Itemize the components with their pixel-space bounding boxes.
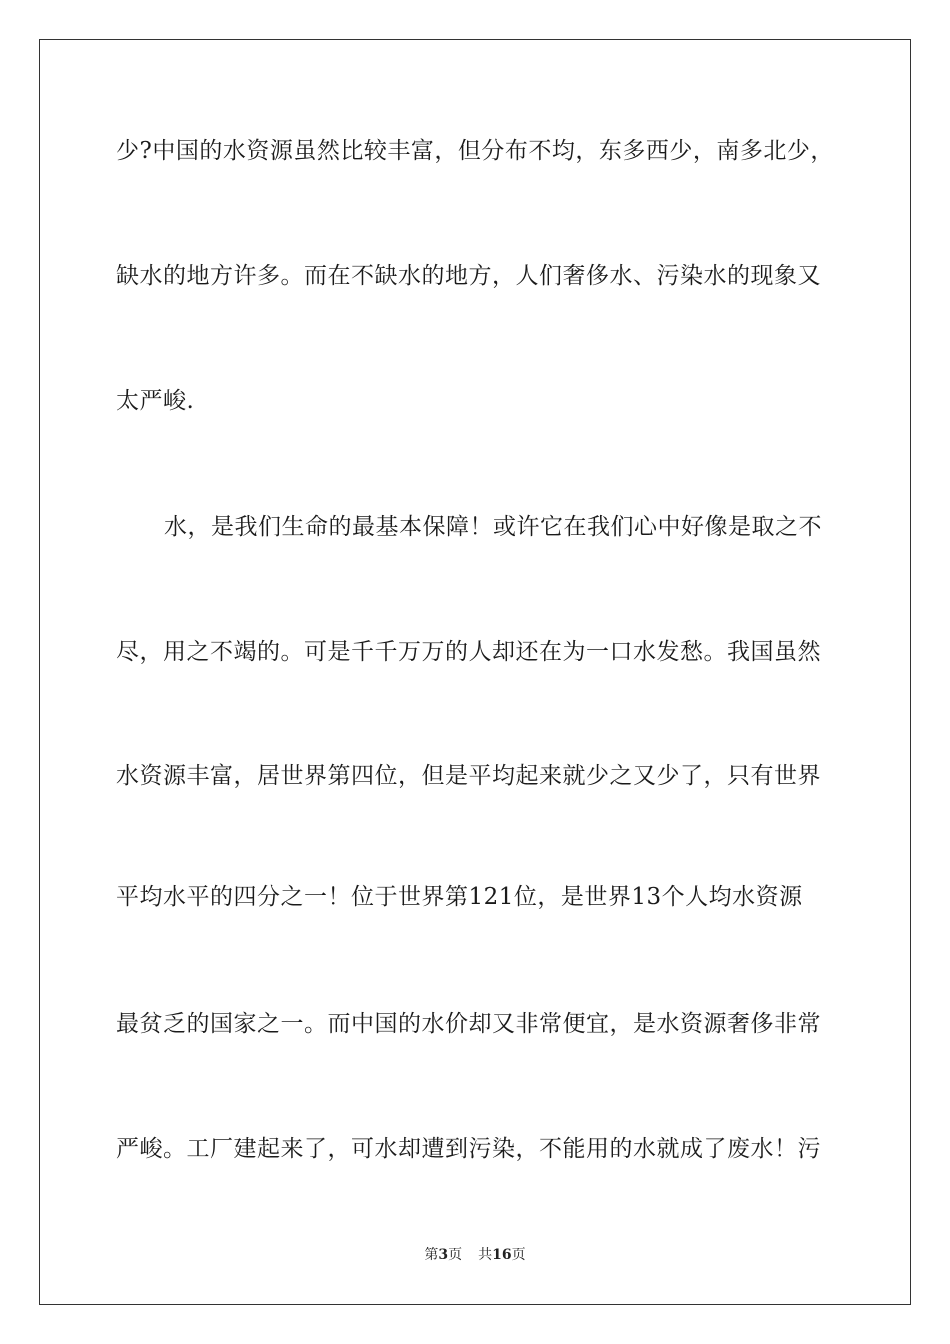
body-text-line: 平均水平的四分之一！位于世界第121位，是世界13个人均水资源 — [116, 884, 803, 910]
body-text-line: 缺水的地方许多。而在不缺水的地方，人们奢侈水、污染水的现象又 — [116, 263, 821, 289]
total-suffix: 页 — [511, 1247, 526, 1263]
body-text-line: 尽，用之不竭的。可是千千万万的人却还在为一口水发愁。我国虽然 — [116, 639, 821, 665]
body-text-line: 太严峻. — [116, 388, 195, 414]
body-text-line: 水资源丰富，居世界第四位，但是平均起来就少之又少了，只有世界 — [116, 763, 821, 789]
page-border — [39, 39, 911, 1305]
page-footer — [0, 1246, 950, 1264]
body-text-line: 最贫乏的国家之一。而中国的水价却又非常便宜，是水资源奢侈非常 — [116, 1011, 821, 1037]
page-number: 3 — [438, 1247, 449, 1263]
body-text-line: 严峻。工厂建起来了，可水却遭到污染，不能用的水就成了废水！污 — [116, 1136, 821, 1162]
page-prefix: 第 — [424, 1247, 439, 1263]
body-text-line: 少?中国的水资源虽然比较丰富，但分布不均，东多西少，南多北少， — [116, 138, 834, 164]
paragraph-first-line: 水，是我们生命的最基本保障！或许它在我们心中好像是取之不 — [164, 514, 822, 540]
total-prefix: 共 — [478, 1247, 493, 1263]
total-pages: 16 — [492, 1247, 512, 1263]
page-suffix: 页 — [448, 1247, 463, 1263]
